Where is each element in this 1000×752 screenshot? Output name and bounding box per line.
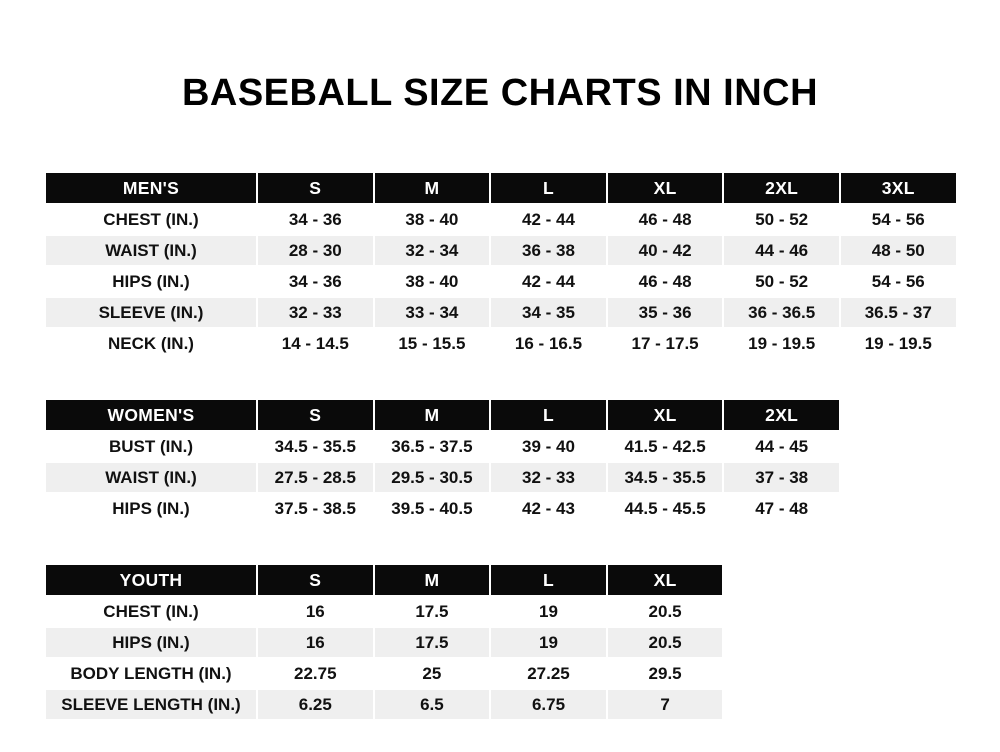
- womens-waist-m: 29.5 - 30.5: [374, 462, 491, 493]
- mens-row-label-neck: NECK (IN.): [45, 328, 257, 359]
- table-row: [45, 204, 957, 235]
- mens-waist-3xl: 48 - 50: [840, 235, 957, 266]
- youth-sleeve-length-s: 6.25: [257, 689, 374, 720]
- mens-header-s: S: [257, 172, 374, 204]
- youth-chest-m: 17.5: [374, 596, 491, 627]
- mens-size-table: [44, 171, 958, 360]
- womens-hips-2xl: 47 - 48: [723, 493, 840, 524]
- youth-header-xl: XL: [607, 564, 724, 596]
- mens-hips-l: 42 - 44: [490, 266, 607, 297]
- youth-hips-xl: 20.5: [607, 627, 724, 658]
- youth-row-label-chest: CHEST (IN.): [45, 596, 257, 627]
- mens-header-l: L: [490, 172, 607, 204]
- womens-header-2xl: 2XL: [723, 399, 840, 431]
- womens-row-label-bust: BUST (IN.): [45, 431, 257, 462]
- table-row: [45, 462, 840, 493]
- womens-row-label-waist: WAIST (IN.): [45, 462, 257, 493]
- womens-bust-m: 36.5 - 37.5: [374, 431, 491, 462]
- mens-neck-s: 14 - 14.5: [257, 328, 374, 359]
- mens-waist-xl: 40 - 42: [607, 235, 724, 266]
- womens-waist-2xl: 37 - 38: [723, 462, 840, 493]
- youth-header-row: [45, 564, 723, 596]
- youth-header-l: L: [490, 564, 607, 596]
- mens-chest-3xl: 54 - 56: [840, 204, 957, 235]
- womens-waist-l: 32 - 33: [490, 462, 607, 493]
- table-row: [45, 266, 957, 297]
- mens-header-category: MEN'S: [45, 172, 257, 204]
- mens-header-3xl: 3XL: [840, 172, 957, 204]
- mens-sleeve-2xl: 36 - 36.5: [723, 297, 840, 328]
- womens-hips-m: 39.5 - 40.5: [374, 493, 491, 524]
- mens-header-2xl: 2XL: [723, 172, 840, 204]
- youth-body-length-m: 25: [374, 658, 491, 689]
- mens-chest-2xl: 50 - 52: [723, 204, 840, 235]
- mens-chest-m: 38 - 40: [374, 204, 491, 235]
- table-row: [45, 658, 723, 689]
- womens-bust-s: 34.5 - 35.5: [257, 431, 374, 462]
- youth-sleeve-length-xl: 7: [607, 689, 724, 720]
- mens-neck-m: 15 - 15.5: [374, 328, 491, 359]
- mens-hips-xl: 46 - 48: [607, 266, 724, 297]
- womens-size-table: [44, 398, 841, 525]
- womens-row-label-hips: HIPS (IN.): [45, 493, 257, 524]
- womens-hips-xl: 44.5 - 45.5: [607, 493, 724, 524]
- tables-container: [0, 171, 1000, 721]
- mens-neck-l: 16 - 16.5: [490, 328, 607, 359]
- table-row: [45, 297, 957, 328]
- mens-header-row: [45, 172, 957, 204]
- youth-body-length-l: 27.25: [490, 658, 607, 689]
- table-row: [45, 431, 840, 462]
- mens-hips-s: 34 - 36: [257, 266, 374, 297]
- mens-hips-2xl: 50 - 52: [723, 266, 840, 297]
- table-row: [45, 689, 723, 720]
- mens-waist-l: 36 - 38: [490, 235, 607, 266]
- mens-chest-s: 34 - 36: [257, 204, 374, 235]
- mens-sleeve-m: 33 - 34: [374, 297, 491, 328]
- mens-sleeve-xl: 35 - 36: [607, 297, 724, 328]
- youth-size-table: [44, 563, 724, 721]
- youth-hips-m: 17.5: [374, 627, 491, 658]
- youth-sleeve-length-m: 6.5: [374, 689, 491, 720]
- youth-row-label-sleeve-length: SLEEVE LENGTH (IN.): [45, 689, 257, 720]
- womens-header-l: L: [490, 399, 607, 431]
- womens-header-m: M: [374, 399, 491, 431]
- mens-waist-2xl: 44 - 46: [723, 235, 840, 266]
- mens-sleeve-3xl: 36.5 - 37: [840, 297, 957, 328]
- womens-header-s: S: [257, 399, 374, 431]
- womens-header-xl: XL: [607, 399, 724, 431]
- mens-row-label-hips: HIPS (IN.): [45, 266, 257, 297]
- table-row: [45, 627, 723, 658]
- womens-bust-xl: 41.5 - 42.5: [607, 431, 724, 462]
- mens-waist-m: 32 - 34: [374, 235, 491, 266]
- womens-bust-l: 39 - 40: [490, 431, 607, 462]
- table-row: [45, 235, 957, 266]
- mens-hips-3xl: 54 - 56: [840, 266, 957, 297]
- mens-hips-m: 38 - 40: [374, 266, 491, 297]
- mens-chest-l: 42 - 44: [490, 204, 607, 235]
- mens-sleeve-l: 34 - 35: [490, 297, 607, 328]
- youth-header-m: M: [374, 564, 491, 596]
- youth-chest-s: 16: [257, 596, 374, 627]
- table-row: [45, 596, 723, 627]
- youth-header-s: S: [257, 564, 374, 596]
- mens-neck-2xl: 19 - 19.5: [723, 328, 840, 359]
- youth-row-label-hips: HIPS (IN.): [45, 627, 257, 658]
- mens-row-label-sleeve: SLEEVE (IN.): [45, 297, 257, 328]
- table-row: [45, 328, 957, 359]
- youth-body-length-s: 22.75: [257, 658, 374, 689]
- mens-header-xl: XL: [607, 172, 724, 204]
- youth-header-category: YOUTH: [45, 564, 257, 596]
- womens-bust-2xl: 44 - 45: [723, 431, 840, 462]
- womens-header-row: [45, 399, 840, 431]
- mens-row-label-waist: WAIST (IN.): [45, 235, 257, 266]
- youth-hips-l: 19: [490, 627, 607, 658]
- womens-hips-s: 37.5 - 38.5: [257, 493, 374, 524]
- youth-row-label-body-length: BODY LENGTH (IN.): [45, 658, 257, 689]
- table-row: [45, 493, 840, 524]
- youth-chest-xl: 20.5: [607, 596, 724, 627]
- mens-chest-xl: 46 - 48: [607, 204, 724, 235]
- womens-waist-xl: 34.5 - 35.5: [607, 462, 724, 493]
- mens-waist-s: 28 - 30: [257, 235, 374, 266]
- womens-hips-l: 42 - 43: [490, 493, 607, 524]
- youth-sleeve-length-l: 6.75: [490, 689, 607, 720]
- womens-header-category: WOMEN'S: [45, 399, 257, 431]
- mens-row-label-chest: CHEST (IN.): [45, 204, 257, 235]
- mens-neck-3xl: 19 - 19.5: [840, 328, 957, 359]
- mens-header-m: M: [374, 172, 491, 204]
- youth-body-length-xl: 29.5: [607, 658, 724, 689]
- womens-waist-s: 27.5 - 28.5: [257, 462, 374, 493]
- mens-sleeve-s: 32 - 33: [257, 297, 374, 328]
- youth-chest-l: 19: [490, 596, 607, 627]
- youth-hips-s: 16: [257, 627, 374, 658]
- page-title: BASEBALL SIZE CHARTS IN INCH: [181, 72, 819, 114]
- mens-neck-xl: 17 - 17.5: [607, 328, 724, 359]
